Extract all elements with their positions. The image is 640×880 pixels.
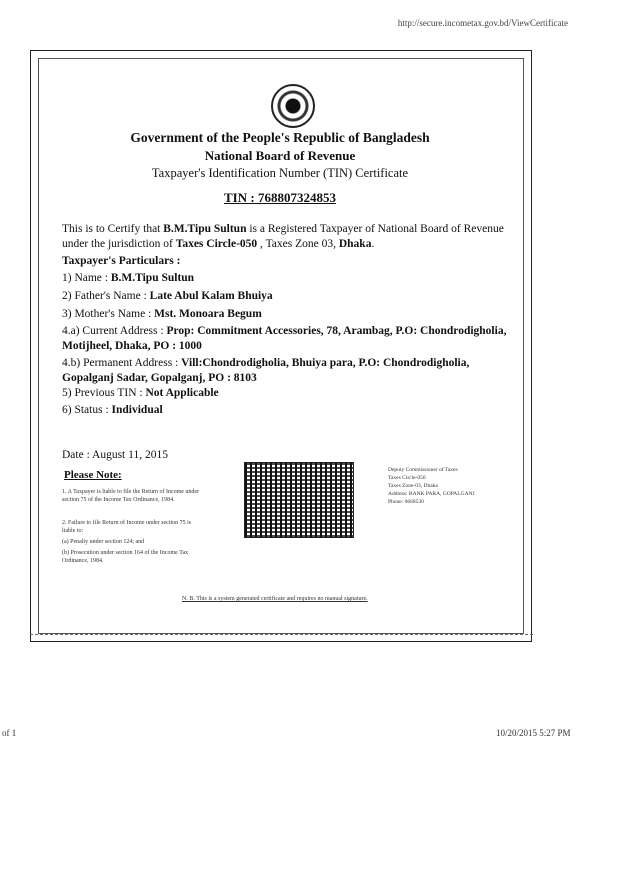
- browser-url: http://secure.incometax.gov.bd/ViewCertificate: [397, 18, 568, 28]
- officer-line: Deputy Commissioner of Taxes: [388, 467, 458, 473]
- field-value: Mst. Monoara Begum: [154, 308, 262, 320]
- certify-paragraph: [62, 222, 512, 252]
- officer-line: Taxes Zone-03, Dhaka: [388, 483, 438, 489]
- field-label: 3) Mother's Name :: [62, 308, 155, 320]
- officer-line: Taxes Circle-050: [388, 475, 426, 481]
- field-value: Vill:Chondrodigholia, Bhuiya para, P.O: Chondrodigholia, Gopalganj Sadar, Gopalganj, PO : 8103: [62, 357, 470, 384]
- field-label: 5) Previous TIN :: [62, 387, 146, 399]
- note-item: 1. A Taxpayer is liable to file the Return of Income under section 75 of the Income Tax Ordinance, 1984.: [62, 489, 200, 503]
- officer-line: Address: BANK PARA, GOPALGANJ: [388, 491, 475, 497]
- frame-rule: [30, 634, 533, 635]
- tin-number: TIN : 768807324853: [224, 190, 336, 205]
- field-value: B.M.Tipu Sultun: [110, 272, 195, 284]
- field-mother: [62, 307, 512, 322]
- board-title: National Board of Revenue: [204, 148, 356, 163]
- field-status: [62, 403, 512, 418]
- field-label: 1) Name :: [62, 272, 111, 284]
- system-generated-note: N. B. This is a system generated certificate and requires no manual signature.: [182, 596, 368, 602]
- certificate-title: Taxpayer's Identification Number (TIN) Certificate: [151, 166, 409, 180]
- note-item: 2. Failure to file Return of Income under section 75 is liable to:: [62, 520, 192, 534]
- government-seal-icon: [271, 84, 315, 128]
- field-value: Not Applicable: [145, 387, 219, 399]
- field-value: Late Abul Kalam Bhuiya: [149, 290, 273, 302]
- note-title: Please Note:: [64, 469, 122, 481]
- field-label: 4.a) Current Address :: [62, 325, 167, 337]
- issue-date: Date : August 11, 2015: [62, 449, 168, 461]
- qr-code-icon: [244, 462, 354, 538]
- field-label: 4.b) Permanent Address :: [62, 357, 182, 369]
- footer-timestamp: 10/20/2015 5:27 PM: [496, 728, 571, 738]
- intro-end: .: [371, 238, 375, 250]
- intro-mid2: , Taxes Zone 03,: [257, 238, 339, 250]
- government-title: Government of the People's Republic of Bangladesh: [130, 130, 430, 145]
- intro-mid: is a Registered Taxpayer of National Board of Revenue under the jurisdiction of: [62, 223, 504, 250]
- field-name: [62, 271, 512, 286]
- field-father: [62, 289, 512, 304]
- note-item: (b) Prosecution under section 164 of the Income Tax Ordinance, 1984.: [62, 550, 189, 564]
- field-previous-tin: [62, 386, 512, 401]
- intro-city: Dhaka: [338, 238, 372, 250]
- field-label: 2) Father's Name :: [62, 290, 150, 302]
- footer-page-number: of 1: [2, 728, 17, 738]
- field-label: 6) Status :: [62, 404, 112, 416]
- intro-prefix: This is to Certify that: [62, 223, 164, 235]
- intro-name: B.M.Tipu Sultun: [163, 223, 247, 235]
- intro-circle: Taxes Circle-050: [175, 238, 258, 250]
- field-permanent-address: [62, 356, 512, 386]
- note-item: (a) Penalty under section 124; and: [62, 539, 145, 545]
- particulars-heading: Taxpayer's Particulars :: [62, 255, 181, 267]
- field-value: Prop: Commitment Accessories, 78, Arambag, P.O: Chondrodigholia, Motijheel, Dhaka, PO : 1000: [62, 325, 507, 352]
- field-current-address: [62, 324, 512, 354]
- officer-line: Phone: 0668530: [388, 499, 424, 505]
- field-value: Individual: [111, 404, 163, 416]
